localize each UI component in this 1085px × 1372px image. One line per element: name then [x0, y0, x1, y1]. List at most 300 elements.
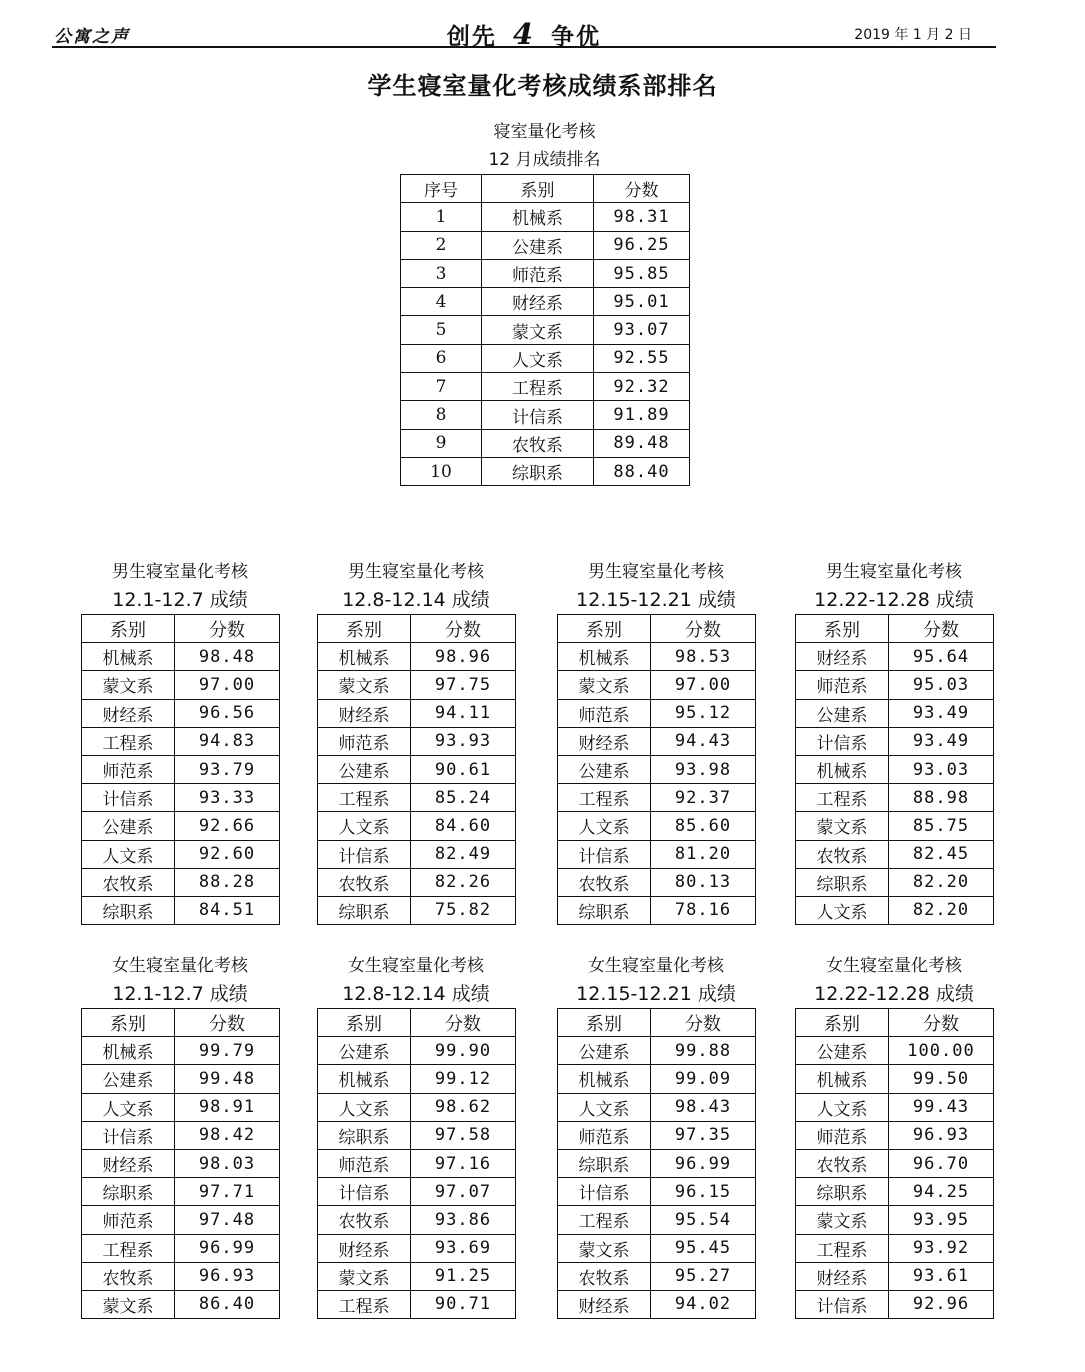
dept-cell: 机械系	[318, 643, 411, 671]
table-row	[558, 1234, 756, 1262]
header-dept: 系别	[796, 615, 889, 643]
table-row	[82, 1262, 280, 1290]
dept-cell: 工程系	[318, 784, 411, 812]
score-cell: 82.20	[889, 868, 994, 896]
table-row	[82, 1178, 280, 1206]
header-dept: 系别	[318, 615, 411, 643]
score-cell: 99.12	[411, 1065, 516, 1093]
header-score: 分数	[411, 1009, 516, 1037]
score-cell: 93.49	[889, 699, 994, 727]
dept-cell: 计信系	[796, 1290, 889, 1318]
dept-cell: 机械系	[558, 1065, 651, 1093]
dept-cell: 机械系	[318, 1065, 411, 1093]
slogan-part-a: 创先	[446, 23, 497, 50]
dept-cell: 综职系	[318, 896, 411, 924]
dept-cell: 计信系	[82, 784, 175, 812]
score-cell: 90.61	[411, 755, 516, 783]
table-header-row	[82, 615, 280, 643]
header-score: 分数	[175, 1009, 280, 1037]
block-caption-1: 男生寝室量化考核	[348, 562, 484, 582]
header-dept: 系别	[82, 1009, 175, 1037]
score-cell: 81.20	[651, 840, 756, 868]
score-cell: 96.15	[651, 1178, 756, 1206]
table-row	[401, 373, 690, 401]
table-row	[796, 699, 994, 727]
dept-cell: 计信系	[318, 840, 411, 868]
girls-week-block	[81, 952, 279, 1319]
weekly-table	[81, 1008, 280, 1319]
dept-cell: 师范系	[82, 755, 175, 783]
score-cell: 98.43	[651, 1093, 756, 1121]
dept-cell: 公建系	[82, 1065, 175, 1093]
rank-cell: 7	[401, 373, 482, 401]
score-cell: 78.16	[651, 896, 756, 924]
score-cell: 90.71	[411, 1290, 516, 1318]
dept-cell: 人文系	[558, 812, 651, 840]
weekly-table	[795, 1008, 994, 1319]
table-header-row	[318, 1009, 516, 1037]
score-cell: 99.48	[175, 1065, 280, 1093]
score-cell: 85.60	[651, 812, 756, 840]
header-dept: 系别	[796, 1009, 889, 1037]
score-cell: 95.03	[889, 671, 994, 699]
score-cell: 96.25	[594, 231, 690, 259]
score-cell: 95.64	[889, 643, 994, 671]
table-row	[401, 203, 690, 231]
score-cell: 99.90	[411, 1037, 516, 1065]
table-row	[82, 699, 280, 727]
dept-cell: 机械系	[482, 203, 594, 231]
table-row	[318, 1290, 516, 1318]
table-row	[558, 699, 756, 727]
table-row	[82, 643, 280, 671]
block-caption-2: 12.8-12.14 成绩	[342, 983, 490, 1005]
dept-cell: 师范系	[558, 1121, 651, 1149]
dept-cell: 计信系	[318, 1178, 411, 1206]
block-caption-2: 12.8-12.14 成绩	[342, 589, 490, 611]
dept-cell: 综职系	[558, 1149, 651, 1177]
dept-cell: 公建系	[558, 755, 651, 783]
table-header-row	[796, 1009, 994, 1037]
score-cell: 97.71	[175, 1178, 280, 1206]
table-row	[401, 231, 690, 259]
score-cell: 99.50	[889, 1065, 994, 1093]
table-row	[796, 1149, 994, 1177]
score-cell: 82.45	[889, 840, 994, 868]
block-caption-2: 12.15-12.21 成绩	[576, 983, 736, 1005]
table-row	[558, 1037, 756, 1065]
header-dept: 系别	[482, 175, 594, 203]
weekly-table	[81, 614, 280, 925]
header-score: 分数	[594, 175, 690, 203]
score-cell: 93.92	[889, 1234, 994, 1262]
dept-cell: 综职系	[796, 868, 889, 896]
monthly-caption-2: 12 月成绩排名	[488, 150, 601, 170]
score-cell: 88.28	[175, 868, 280, 896]
table-row	[318, 1093, 516, 1121]
table-row	[558, 1262, 756, 1290]
rank-cell: 8	[401, 401, 482, 429]
rank-cell: 1	[401, 203, 482, 231]
table-row	[318, 671, 516, 699]
header-score: 分数	[175, 615, 280, 643]
score-cell: 93.61	[889, 1262, 994, 1290]
score-cell: 99.79	[175, 1037, 280, 1065]
dept-cell: 财经系	[558, 1290, 651, 1318]
table-row	[401, 316, 690, 344]
block-caption-2: 12.1-12.7 成绩	[112, 589, 248, 611]
score-cell: 92.66	[175, 812, 280, 840]
block-caption-2: 12.1-12.7 成绩	[112, 983, 248, 1005]
weekly-table	[317, 1008, 516, 1319]
table-header-row	[796, 615, 994, 643]
score-cell: 98.31	[594, 203, 690, 231]
score-cell: 95.27	[651, 1262, 756, 1290]
score-cell: 84.51	[175, 896, 280, 924]
score-cell: 92.96	[889, 1290, 994, 1318]
column-name: 公寓之声	[54, 27, 130, 47]
dept-cell: 综职系	[318, 1121, 411, 1149]
dept-cell: 机械系	[796, 755, 889, 783]
table-header-row	[401, 175, 690, 203]
table-row	[558, 1149, 756, 1177]
table-row	[796, 784, 994, 812]
dept-cell: 蒙文系	[796, 1206, 889, 1234]
table-row	[82, 1234, 280, 1262]
dept-cell: 农牧系	[82, 1262, 175, 1290]
table-row	[796, 1037, 994, 1065]
weekly-table	[317, 614, 516, 925]
table-row	[796, 1178, 994, 1206]
dept-cell: 农牧系	[796, 1149, 889, 1177]
score-cell: 92.55	[594, 344, 690, 372]
table-row	[796, 1206, 994, 1234]
table-row	[558, 1065, 756, 1093]
header-score: 分数	[651, 615, 756, 643]
score-cell: 82.20	[889, 896, 994, 924]
table-row	[82, 755, 280, 783]
score-cell: 92.32	[594, 373, 690, 401]
score-cell: 96.93	[175, 1262, 280, 1290]
table-header-row	[82, 1009, 280, 1037]
boys-week-block	[317, 558, 515, 925]
table-row	[796, 1290, 994, 1318]
dept-cell: 人文系	[82, 1093, 175, 1121]
score-cell: 91.25	[411, 1262, 516, 1290]
dept-cell: 师范系	[82, 1206, 175, 1234]
rank-cell: 6	[401, 344, 482, 372]
score-cell: 96.56	[175, 699, 280, 727]
dept-cell: 综职系	[558, 896, 651, 924]
score-cell: 88.98	[889, 784, 994, 812]
table-row	[318, 1206, 516, 1234]
table-row	[318, 1178, 516, 1206]
girls-week-block	[795, 952, 993, 1319]
score-cell: 99.09	[651, 1065, 756, 1093]
table-row	[82, 1290, 280, 1318]
dept-cell: 财经系	[318, 699, 411, 727]
table-row	[558, 727, 756, 755]
table-row	[796, 812, 994, 840]
dept-cell: 人文系	[82, 840, 175, 868]
score-cell: 97.16	[411, 1149, 516, 1177]
table-row	[796, 1121, 994, 1149]
dept-cell: 师范系	[318, 727, 411, 755]
score-cell: 91.89	[594, 401, 690, 429]
dept-cell: 工程系	[796, 784, 889, 812]
score-cell: 98.91	[175, 1093, 280, 1121]
weekly-table	[557, 614, 756, 925]
block-caption-1: 男生寝室量化考核	[588, 562, 724, 582]
table-row	[401, 259, 690, 287]
score-cell: 97.58	[411, 1121, 516, 1149]
score-cell: 93.95	[889, 1206, 994, 1234]
score-cell: 80.13	[651, 868, 756, 896]
dept-cell: 农牧系	[318, 1206, 411, 1234]
dept-cell: 农牧系	[558, 868, 651, 896]
dept-cell: 公建系	[318, 755, 411, 783]
score-cell: 97.75	[411, 671, 516, 699]
header-dept: 系别	[82, 615, 175, 643]
table-row	[796, 1093, 994, 1121]
table-row	[558, 755, 756, 783]
score-cell: 93.79	[175, 755, 280, 783]
score-cell: 85.24	[411, 784, 516, 812]
page-title: 学生寝室量化考核成绩系部排名	[367, 72, 718, 100]
table-row	[401, 344, 690, 372]
table-row	[318, 755, 516, 783]
issue-date: 2019 年 1 月 2 日	[854, 27, 972, 43]
score-cell: 98.62	[411, 1093, 516, 1121]
dept-cell: 财经系	[482, 288, 594, 316]
dept-cell: 财经系	[82, 1149, 175, 1177]
table-row	[318, 840, 516, 868]
score-cell: 95.45	[651, 1234, 756, 1262]
score-cell: 98.03	[175, 1149, 280, 1177]
rank-cell: 10	[401, 457, 482, 485]
dept-cell: 工程系	[482, 373, 594, 401]
monthly-caption-1: 寝室量化考核	[493, 122, 596, 142]
dept-cell: 人文系	[482, 344, 594, 372]
dept-cell: 公建系	[318, 1037, 411, 1065]
rank-cell: 9	[401, 429, 482, 457]
score-cell: 97.48	[175, 1206, 280, 1234]
dept-cell: 公建系	[82, 812, 175, 840]
dept-cell: 蒙文系	[318, 1262, 411, 1290]
header-score: 分数	[411, 615, 516, 643]
table-row	[318, 784, 516, 812]
slogan-number: 4	[512, 17, 536, 51]
table-row	[318, 643, 516, 671]
table-row	[796, 1262, 994, 1290]
score-cell: 82.49	[411, 840, 516, 868]
score-cell: 95.54	[651, 1206, 756, 1234]
dept-cell: 农牧系	[558, 1262, 651, 1290]
dept-cell: 农牧系	[482, 429, 594, 457]
table-row	[82, 671, 280, 699]
score-cell: 85.75	[889, 812, 994, 840]
score-cell: 89.48	[594, 429, 690, 457]
table-row	[796, 840, 994, 868]
table-row	[318, 699, 516, 727]
boys-week-block	[557, 558, 755, 925]
table-row	[318, 896, 516, 924]
table-row	[401, 288, 690, 316]
table-row	[558, 896, 756, 924]
table-row	[82, 784, 280, 812]
monthly-table	[400, 174, 690, 486]
block-caption-1: 女生寝室量化考核	[826, 956, 962, 976]
weekly-table	[795, 614, 994, 925]
monthly-ranking	[400, 118, 689, 486]
table-row	[558, 868, 756, 896]
table-row	[318, 1065, 516, 1093]
dept-cell: 公建系	[796, 699, 889, 727]
dept-cell: 机械系	[82, 643, 175, 671]
score-cell: 93.93	[411, 727, 516, 755]
table-row	[318, 868, 516, 896]
header-rank: 序号	[401, 175, 482, 203]
score-cell: 88.40	[594, 457, 690, 485]
table-row	[558, 1290, 756, 1318]
dept-cell: 计信系	[482, 401, 594, 429]
dept-cell: 农牧系	[796, 840, 889, 868]
score-cell: 94.83	[175, 727, 280, 755]
score-cell: 86.40	[175, 1290, 280, 1318]
block-caption-1: 女生寝室量化考核	[588, 956, 724, 976]
table-row	[796, 1234, 994, 1262]
table-row	[558, 643, 756, 671]
girls-week-block	[317, 952, 515, 1319]
score-cell: 93.98	[651, 755, 756, 783]
dept-cell: 师范系	[796, 671, 889, 699]
table-row	[796, 755, 994, 783]
dept-cell: 工程系	[82, 1234, 175, 1262]
score-cell: 94.11	[411, 699, 516, 727]
table-row	[82, 1037, 280, 1065]
table-row	[558, 1093, 756, 1121]
header-dept: 系别	[318, 1009, 411, 1037]
dept-cell: 财经系	[796, 643, 889, 671]
score-cell: 95.01	[594, 288, 690, 316]
table-row	[82, 840, 280, 868]
block-caption-1: 男生寝室量化考核	[826, 562, 962, 582]
score-cell: 98.48	[175, 643, 280, 671]
dept-cell: 公建系	[482, 231, 594, 259]
block-caption-2: 12.22-12.28 成绩	[814, 983, 974, 1005]
score-cell: 94.43	[651, 727, 756, 755]
table-row	[558, 1206, 756, 1234]
block-caption-1: 男生寝室量化考核	[112, 562, 248, 582]
dept-cell: 公建系	[796, 1037, 889, 1065]
dept-cell: 人文系	[796, 896, 889, 924]
rank-cell: 3	[401, 259, 482, 287]
score-cell: 96.93	[889, 1121, 994, 1149]
slogan-part-b: 争优	[551, 23, 602, 50]
rank-cell: 4	[401, 288, 482, 316]
rank-cell: 2	[401, 231, 482, 259]
boys-week-block	[795, 558, 993, 925]
table-row	[82, 727, 280, 755]
score-cell: 97.00	[651, 671, 756, 699]
score-cell: 93.07	[594, 316, 690, 344]
table-row	[796, 671, 994, 699]
dept-cell: 工程系	[796, 1234, 889, 1262]
dept-cell: 人文系	[558, 1093, 651, 1121]
score-cell: 92.37	[651, 784, 756, 812]
dept-cell: 综职系	[82, 896, 175, 924]
girls-week-block	[557, 952, 755, 1319]
table-row	[318, 1149, 516, 1177]
table-header-row	[558, 1009, 756, 1037]
score-cell: 93.69	[411, 1234, 516, 1262]
table-row	[318, 1262, 516, 1290]
dept-cell: 机械系	[82, 1037, 175, 1065]
dept-cell: 综职系	[796, 1178, 889, 1206]
table-row	[318, 727, 516, 755]
score-cell: 95.12	[651, 699, 756, 727]
dept-cell: 师范系	[482, 259, 594, 287]
dept-cell: 计信系	[558, 840, 651, 868]
table-row	[558, 840, 756, 868]
score-cell: 97.00	[175, 671, 280, 699]
dept-cell: 机械系	[558, 643, 651, 671]
dept-cell: 计信系	[558, 1178, 651, 1206]
dept-cell: 师范系	[796, 1121, 889, 1149]
dept-cell: 蒙文系	[558, 671, 651, 699]
table-row	[318, 1234, 516, 1262]
table-row	[318, 812, 516, 840]
score-cell: 99.43	[889, 1093, 994, 1121]
table-row	[82, 1206, 280, 1234]
block-caption-1: 女生寝室量化考核	[348, 956, 484, 976]
dept-cell: 蒙文系	[82, 1290, 175, 1318]
table-row	[796, 868, 994, 896]
table-row	[796, 643, 994, 671]
score-cell: 82.26	[411, 868, 516, 896]
score-cell: 97.35	[651, 1121, 756, 1149]
table-row	[796, 896, 994, 924]
score-cell: 94.02	[651, 1290, 756, 1318]
rank-cell: 5	[401, 316, 482, 344]
table-row	[82, 1121, 280, 1149]
score-cell: 84.60	[411, 812, 516, 840]
dept-cell: 蒙文系	[558, 1234, 651, 1262]
dept-cell: 人文系	[318, 1093, 411, 1121]
table-row	[558, 784, 756, 812]
table-row	[401, 429, 690, 457]
dept-cell: 蒙文系	[318, 671, 411, 699]
score-cell: 98.42	[175, 1121, 280, 1149]
dept-cell: 综职系	[82, 1178, 175, 1206]
header-score: 分数	[889, 1009, 994, 1037]
score-cell: 99.88	[651, 1037, 756, 1065]
score-cell: 100.00	[889, 1037, 994, 1065]
dept-cell: 师范系	[318, 1149, 411, 1177]
dept-cell: 农牧系	[82, 868, 175, 896]
score-cell: 98.53	[651, 643, 756, 671]
table-row	[82, 868, 280, 896]
weekly-table	[557, 1008, 756, 1319]
dept-cell: 工程系	[558, 1206, 651, 1234]
dept-cell: 工程系	[318, 1290, 411, 1318]
table-row	[796, 1065, 994, 1093]
dept-cell: 蒙文系	[82, 671, 175, 699]
dept-cell: 财经系	[796, 1262, 889, 1290]
dept-cell: 计信系	[82, 1121, 175, 1149]
dept-cell: 蒙文系	[482, 316, 594, 344]
dept-cell: 综职系	[482, 457, 594, 485]
